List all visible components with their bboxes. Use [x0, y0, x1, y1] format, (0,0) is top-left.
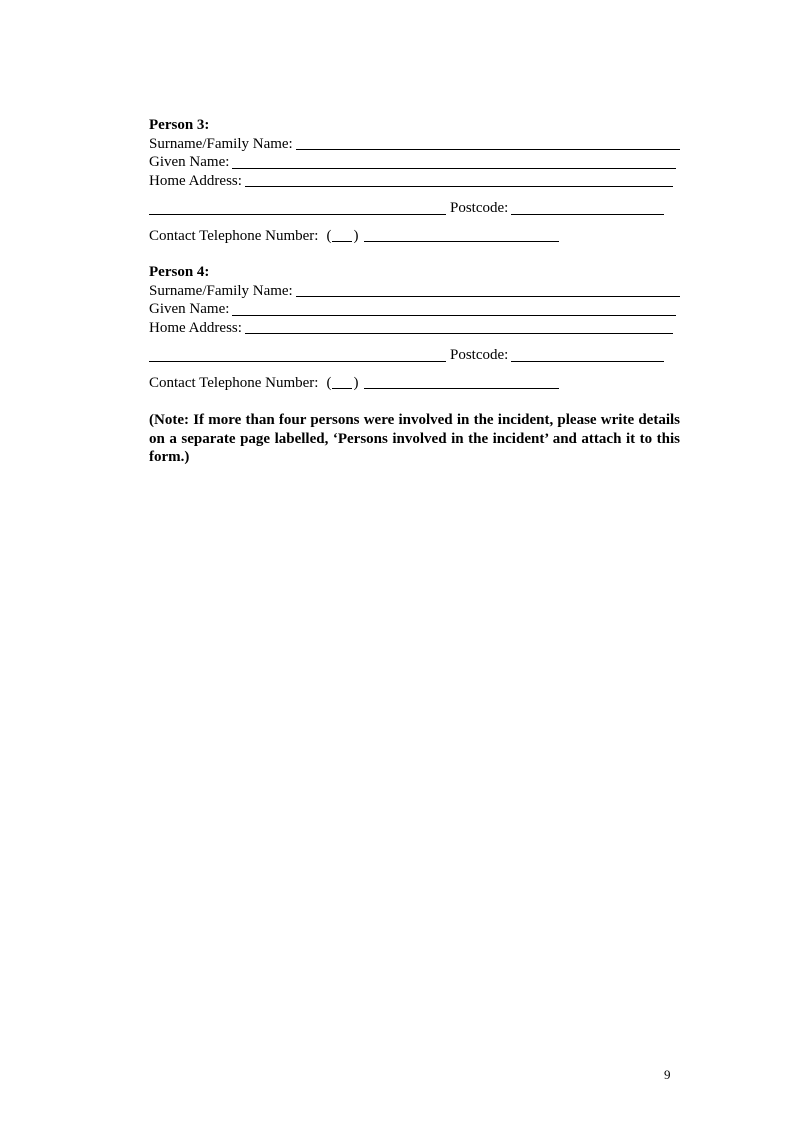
- area-code-close-paren: ): [353, 374, 359, 391]
- postcode-label: Postcode:: [450, 200, 509, 216]
- person-3-telephone-row: [149, 227, 680, 246]
- given-name-label: Given Name:: [149, 154, 230, 170]
- person-3-telephone-field[interactable]: [364, 227, 559, 242]
- telephone-label: Contact Telephone Number:: [149, 227, 319, 244]
- person-4-surname-field[interactable]: [296, 282, 680, 297]
- person-4-postcode-field[interactable]: [511, 347, 664, 362]
- page-number: 9: [664, 1067, 671, 1082]
- person-4-heading: Person 4:: [149, 264, 210, 280]
- person-4-given-name-field[interactable]: [232, 301, 676, 316]
- person-4-section: [149, 263, 680, 392]
- person-4-telephone-field[interactable]: [364, 374, 559, 389]
- home-address-label: Home Address:: [149, 319, 242, 336]
- form-page: [149, 116, 680, 482]
- area-code-close-paren: ): [353, 227, 359, 244]
- given-name-label: Given Name:: [149, 301, 230, 317]
- surname-label: Surname/Family Name:: [149, 135, 293, 152]
- person-4-address-line-2-field[interactable]: [149, 347, 446, 362]
- person-3-section: [149, 116, 680, 245]
- person-4-address-line-2-row: [149, 346, 680, 365]
- telephone-label: Contact Telephone Number:: [149, 374, 319, 391]
- person-3-address-row: [149, 172, 680, 191]
- area-code-open-paren: (: [326, 374, 332, 391]
- person-4-address-row: [149, 319, 680, 338]
- person-3-address-field[interactable]: [245, 172, 673, 187]
- person-3-postcode-field[interactable]: [511, 200, 664, 215]
- home-address-label: Home Address:: [149, 172, 242, 189]
- area-code-open-paren: (: [326, 227, 332, 244]
- person-3-surname-field[interactable]: [296, 135, 680, 150]
- person-3-given-name-row: [149, 153, 680, 172]
- person-3-surname-row: [149, 135, 680, 154]
- person-3-address-line-2-row: [149, 199, 680, 218]
- person-4-address-field[interactable]: [245, 319, 673, 334]
- person-4-surname-row: [149, 282, 680, 301]
- postcode-label: Postcode:: [450, 347, 509, 363]
- person-4-area-code-field[interactable]: [332, 374, 352, 389]
- person-4-telephone-row: [149, 374, 680, 393]
- surname-label: Surname/Family Name:: [149, 282, 293, 299]
- person-3-address-line-2-field[interactable]: [149, 200, 446, 215]
- person-3-given-name-field[interactable]: [232, 154, 676, 169]
- person-3-heading: Person 3:: [149, 117, 210, 133]
- note-paragraph: (Note: If more than four persons were involved in the incident, please write details on a separate page labelled, ‘Persons involved in the incident’ and attach it to this form.): [149, 412, 680, 465]
- person-3-area-code-field[interactable]: [332, 227, 352, 242]
- person-4-given-name-row: [149, 300, 680, 319]
